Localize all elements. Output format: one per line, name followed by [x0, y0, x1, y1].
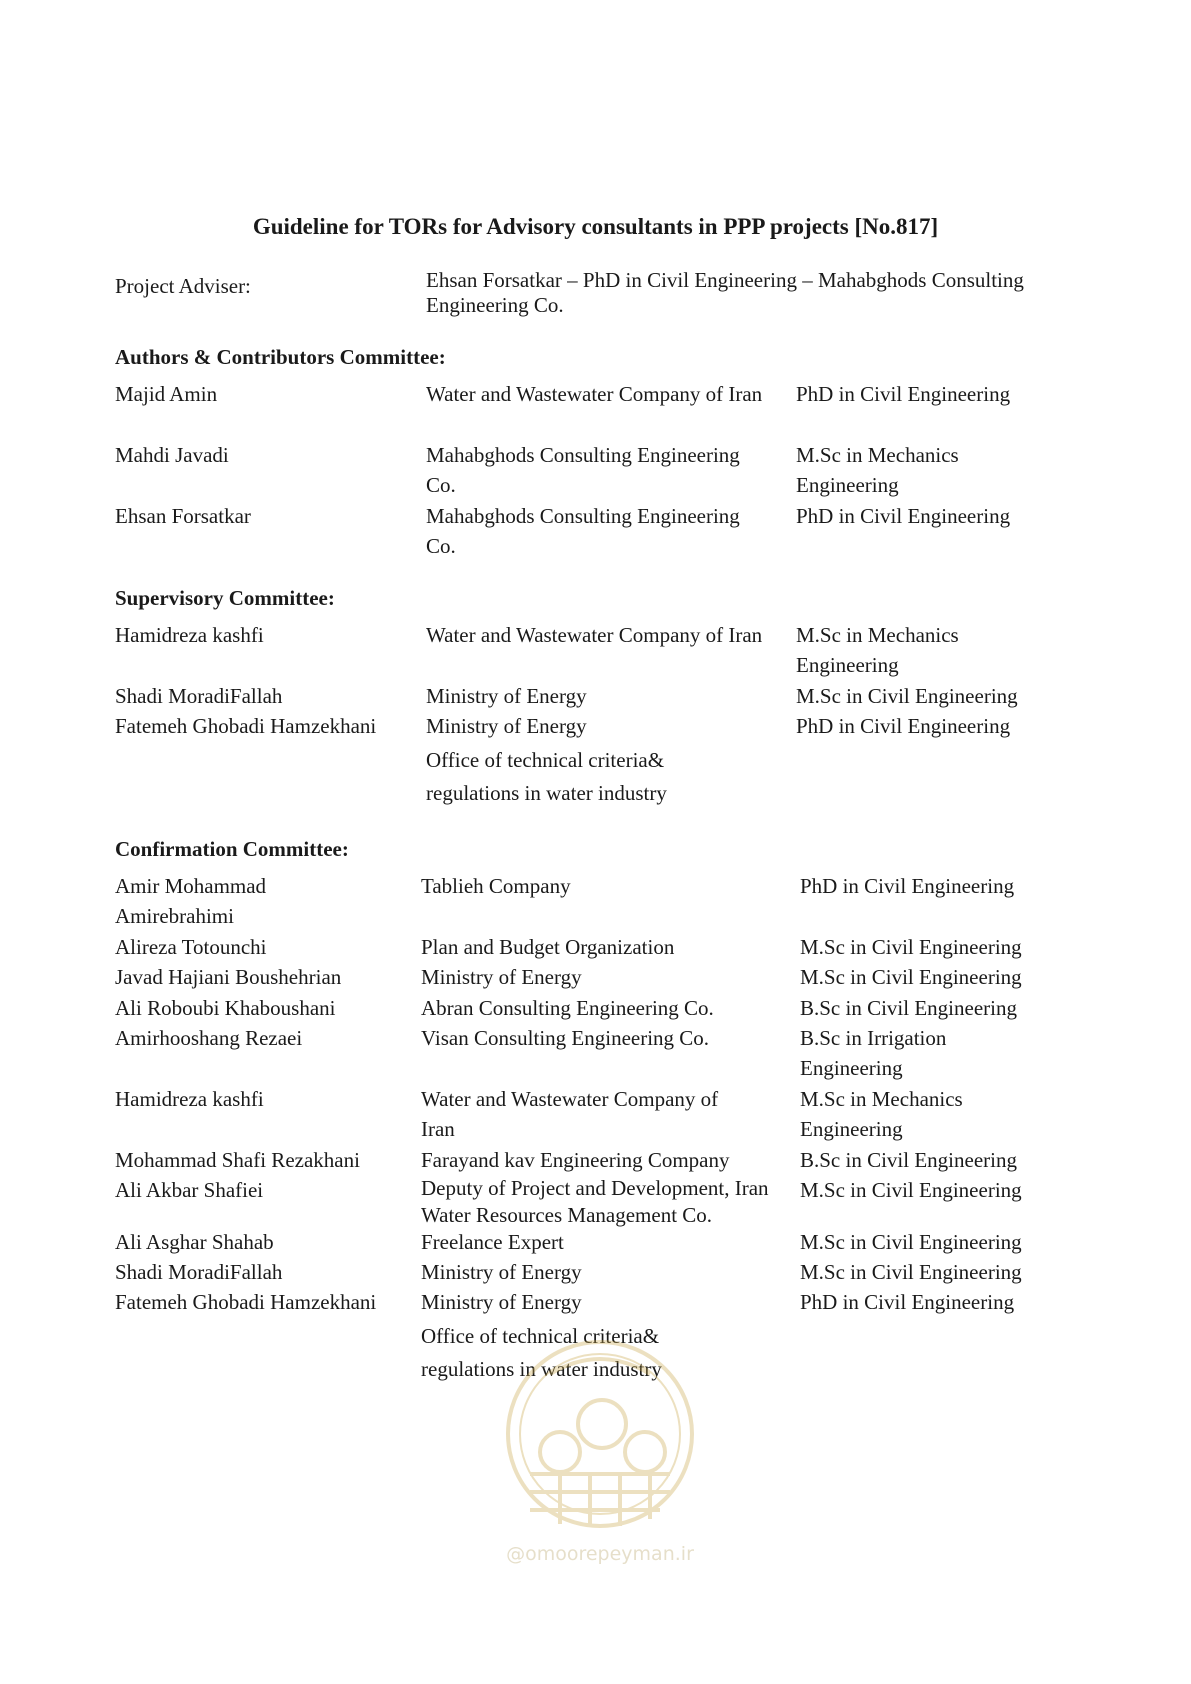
- member-degree: M.Sc in Civil Engineering: [800, 1178, 1022, 1202]
- member-name: Ali Akbar Shafiei: [115, 1178, 264, 1202]
- member-degree: PhD in Civil Engineering: [796, 714, 1011, 738]
- member-organization: Tablieh Company: [421, 874, 571, 898]
- authors-heading: Authors & Contributors Committee:: [115, 345, 446, 369]
- member-name: Fatemeh Ghobadi Hamzekhani: [115, 1290, 377, 1314]
- project-adviser-label: Project Adviser:: [115, 274, 251, 298]
- member-degree: B.Sc in Irrigation Engineering: [800, 1026, 947, 1080]
- member-organization: Water and Wastewater Company of Iran: [426, 623, 763, 647]
- member-degree: M.Sc in Mechanics Engineering: [796, 623, 959, 677]
- member-organization: Freelance Expert: [421, 1230, 564, 1254]
- watermark-logo: [490, 1334, 710, 1574]
- member-organization: Office of technical criteria& regulations in water industry: [426, 748, 667, 805]
- member-degree: PhD in Civil Engineering: [796, 382, 1011, 406]
- member-organization: Mahabghods Consulting Engineering Co.: [426, 443, 740, 497]
- member-name: Shadi MoradiFallah: [115, 684, 283, 708]
- member-organization: Ministry of Energy: [421, 965, 582, 989]
- member-name: Majid Amin: [115, 382, 218, 406]
- member-name: Hamidreza kashfi: [115, 623, 264, 647]
- member-degree: B.Sc in Civil Engineering: [800, 1148, 1017, 1172]
- member-organization: Ministry of Energy: [426, 714, 587, 738]
- member-organization: Abran Consulting Engineering Co.: [421, 996, 714, 1020]
- member-degree: M.Sc in Civil Engineering: [800, 1230, 1022, 1254]
- member-degree: PhD in Civil Engineering: [796, 504, 1011, 528]
- member-degree: PhD in Civil Engineering: [800, 1290, 1015, 1314]
- member-name: Amirhooshang Rezaei: [115, 1026, 303, 1050]
- member-organization: Farayand kav Engineering Company: [421, 1148, 730, 1172]
- member-name: Ehsan Forsatkar: [115, 504, 251, 528]
- member-name: Hamidreza kashfi: [115, 1087, 264, 1111]
- member-organization: Office of technical criteria& regulations in water industry: [421, 1324, 662, 1381]
- page-title: Guideline for TORs for Advisory consultants in PPP projects [No.817]: [252, 214, 939, 239]
- member-organization: Deputy of Project and Development, Iran Water Resources Management Co.: [421, 1176, 769, 1227]
- member-organization: Ministry of Energy: [426, 684, 587, 708]
- gear-emblem-icon: [490, 1334, 710, 1534]
- supervisory-heading: Supervisory Committee:: [115, 586, 335, 610]
- member-name: Ali Roboubi Khaboushani: [115, 996, 336, 1020]
- member-name: Ali Asghar Shahab: [115, 1230, 274, 1254]
- member-degree: B.Sc in Civil Engineering: [800, 996, 1017, 1020]
- member-organization: Visan Consulting Engineering Co.: [421, 1026, 710, 1050]
- member-name: Alireza Totounchi: [115, 935, 267, 959]
- member-degree: PhD in Civil Engineering: [800, 874, 1015, 898]
- member-degree: M.Sc in Civil Engineering: [800, 965, 1022, 989]
- member-name: Javad Hajiani Boushehrian: [115, 965, 342, 989]
- project-adviser-value: Ehsan Forsatkar – PhD in Civil Engineering – Mahabghods Consulting Engineering Co.: [426, 268, 1024, 317]
- member-degree: M.Sc in Mechanics Engineering: [796, 443, 959, 497]
- member-organization: Water and Wastewater Company of Iran: [421, 1087, 719, 1141]
- member-name: Mahdi Javadi: [115, 443, 229, 467]
- member-organization: Water and Wastewater Company of Iran: [426, 382, 763, 406]
- member-name: Mohammad Shafi Rezakhani: [115, 1148, 360, 1172]
- member-degree: M.Sc in Civil Engineering: [800, 935, 1022, 959]
- confirmation-heading: Confirmation Committee:: [115, 837, 349, 861]
- member-name: Fatemeh Ghobadi Hamzekhani: [115, 714, 377, 738]
- member-degree: M.Sc in Mechanics Engineering: [800, 1087, 963, 1141]
- member-degree: M.Sc in Civil Engineering: [800, 1260, 1022, 1284]
- member-degree: M.Sc in Civil Engineering: [796, 684, 1018, 708]
- member-name: Amir Mohammad Amirebrahimi: [115, 874, 267, 928]
- watermark-url: @omoorepeyman.ir: [506, 1543, 694, 1565]
- member-name: Shadi MoradiFallah: [115, 1260, 283, 1284]
- member-organization: Ministry of Energy: [421, 1260, 582, 1284]
- member-organization: Mahabghods Consulting Engineering Co.: [426, 504, 740, 558]
- member-organization: Plan and Budget Organization: [421, 935, 675, 959]
- member-organization: Ministry of Energy: [421, 1290, 582, 1314]
